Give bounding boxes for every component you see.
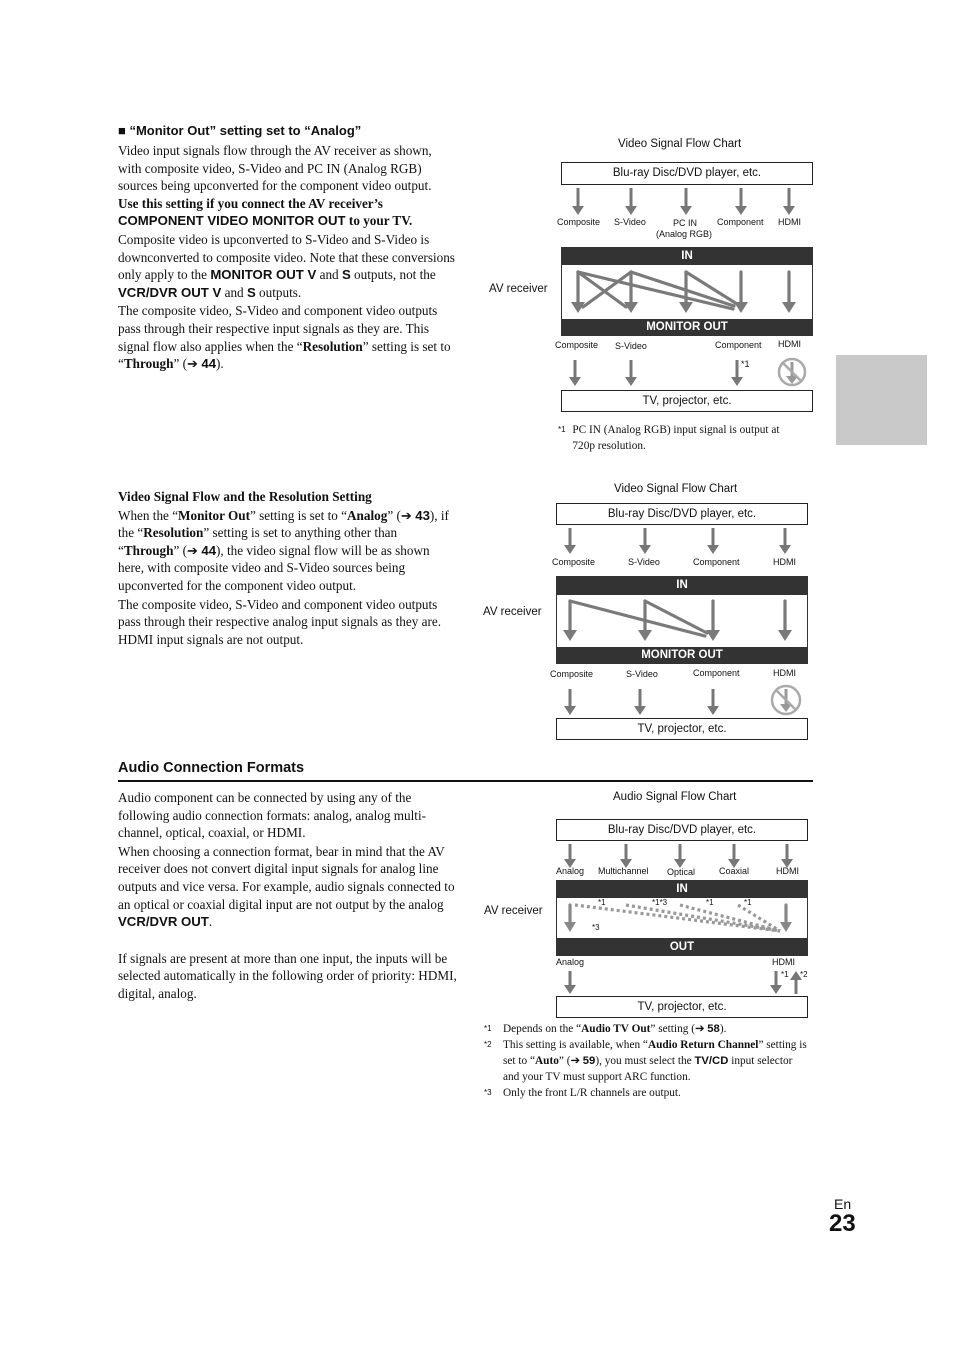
- chart2-input-svideo: S-Video: [628, 557, 660, 567]
- chart1-input-pcin: PC IN: [673, 218, 698, 228]
- section3-paragraph-2: When choosing a connection format, bear in mind that the AV receiver does not convert digital input signals for analog line outputs and vice versa. For example, audio signals connected to an optical or coaxial digital input are not output by the analog VCR/DVR OUT.: [118, 843, 455, 930]
- chart3-out-bar: OUT: [556, 938, 808, 956]
- chart1-title: Video Signal Flow Chart: [618, 138, 742, 150]
- section2-paragraph-1: When the “Monitor Out” setting is set to “Analog” (➔ 43), if the “Resolution” setting is set to anything other than “Through” (➔ 44), the video signal flow will be as shown here, with composite video and S-Video sources being upconverted for the component video output.: [118, 507, 449, 593]
- chart1-footnote: $^{*1}$ PC IN (Analog RGB) input signal is output at 720p resolution.: [558, 424, 780, 452]
- chart2-dest-box: TV, projector, etc.: [556, 718, 808, 740]
- chart2-input-composite: Composite: [552, 557, 596, 567]
- chart2-output-composite: Composite: [550, 669, 594, 679]
- chart3-dest-box: TV, projector, etc.: [556, 996, 808, 1018]
- chart1-output-component: Component: [715, 340, 762, 350]
- chart2-output-hdmi: HDMI: [773, 668, 796, 678]
- section2-heading: Video Signal Flow and the Resolution Setting: [118, 489, 372, 504]
- page-number: 23: [829, 1210, 856, 1237]
- section3-paragraph-3: If signals are present at more than one input, the inputs will be selected automatically in the following order of priority: HDMI, digital, analog.: [118, 950, 457, 1001]
- chart1-input-hdmi: HDMI: [778, 217, 801, 227]
- chart1-note-mark: *1: [741, 359, 750, 369]
- chart3-mark-7: *2: [800, 970, 808, 979]
- chart1-in-bar: IN: [561, 247, 813, 265]
- chart2-title: Video Signal Flow Chart: [614, 483, 738, 495]
- chart3-input-coaxial: Coaxial: [719, 866, 750, 876]
- chart1-output-hdmi: HDMI: [778, 339, 801, 349]
- section-heading-monitor-out: ■ “Monitor Out” setting set to “Analog”: [118, 123, 362, 138]
- chart3-footnotes: [484, 1021, 810, 1101]
- section1-paragraph-3: The composite video, S-Video and component video outputs pass through their respective input signals as they are. This signal flow also applies when the “Resolution” setting is set to “Through” (➔ 44).: [118, 303, 451, 372]
- section1-paragraph-2: Composite video is upconverted to S-Video and S-Video is downconverted to composite video. Note that these conversions only apply to the MONITOR OUT V and S outputs, not the VCR/DVR OUT V and S outputs.: [118, 231, 455, 300]
- chart3-mark-6: *1: [781, 970, 789, 979]
- chart1-input-svideo: S-Video: [614, 217, 646, 227]
- chart3-in-bar: IN: [556, 880, 808, 898]
- chart1-dest-box: TV, projector, etc.: [561, 390, 813, 412]
- chart3-output-hdmi: HDMI: [772, 957, 795, 967]
- chart2-output-svideo: S-Video: [626, 669, 658, 679]
- chart3-input-hdmi: HDMI: [776, 866, 799, 876]
- chart1-receiver-label: AV receiver: [489, 283, 548, 295]
- chart3-footnote-1: *1 Depends on the “Audio TV Out” setting (➔ 58).: [484, 1023, 727, 1035]
- chart2-input-component: Component: [693, 557, 740, 567]
- chart1-input-composite: Composite: [557, 217, 601, 227]
- chart3-title: Audio Signal Flow Chart: [613, 791, 737, 803]
- chart2-input-hdmi: HDMI: [773, 557, 796, 567]
- chart3-mark-1: *1: [598, 898, 606, 907]
- footer-language: En: [834, 1196, 852, 1212]
- chart3-receiver-label: AV receiver: [484, 905, 543, 917]
- chart2-source-box: Blu-ray Disc/DVD player, etc.: [556, 503, 808, 525]
- chart3-mark-3: *1: [706, 898, 714, 907]
- chart1-monitor-out-bar: MONITOR OUT: [561, 319, 813, 336]
- chart2-in-bar: IN: [556, 576, 808, 595]
- chart3-output-analog: Analog: [556, 957, 585, 967]
- audio-section-heading: Audio Connection Formats: [118, 760, 305, 776]
- chart2-receiver-label: AV receiver: [483, 606, 542, 618]
- section3-paragraph-1: Audio component can be connected by using any of the following audio connection formats: analog, analog multi-channel, optical, coaxial, or HDMI.: [118, 790, 427, 841]
- chart1-output-composite: Composite: [555, 340, 599, 350]
- chart2-monitor-out-bar: MONITOR OUT: [556, 647, 808, 664]
- section1-paragraph-1: Video input signals flow through the AV receiver as shown, with composite video, S-Video and PC IN (Analog RGB) sources being upconverted for the component video output. Use this setting if you connect the AV receiver’s COMPONENT VIDEO MONITOR OUT to your TV.: [118, 143, 432, 229]
- chart3-mark-4: *1: [744, 898, 752, 907]
- chart1-source-box: Blu-ray Disc/DVD player, etc.: [561, 162, 813, 185]
- chart3-footnote-2: *2 This setting is available, when “Audio Return Channel” setting is set to “Auto” (➔ 59), you must select the TV/CD input selector and your TV must support ARC function.: [484, 1039, 807, 1083]
- chart3-mark-2: *1*3: [652, 898, 668, 907]
- chart1-input-component: Component: [717, 217, 764, 227]
- chart3-mark-5: *3: [592, 923, 600, 932]
- chart3-input-optical: Optical: [667, 867, 696, 877]
- chart3-source-box: Blu-ray Disc/DVD player, etc.: [556, 819, 808, 841]
- chart2-output-component: Component: [693, 668, 740, 678]
- chart3-footnote-3: *3 Only the front L/R channels are output.: [484, 1087, 681, 1099]
- chart1-output-svideo: S-Video: [615, 341, 647, 351]
- section2-paragraph-2: The composite video, S-Video and component video outputs pass through their respective analog input signals as they are. HDMI input signals are not output.: [118, 596, 442, 647]
- chart3-input-analog: Analog: [556, 866, 585, 876]
- chart3-input-multichannel: Multichannel: [598, 866, 649, 876]
- chart1-input-analog-rgb: (Analog RGB): [656, 229, 713, 239]
